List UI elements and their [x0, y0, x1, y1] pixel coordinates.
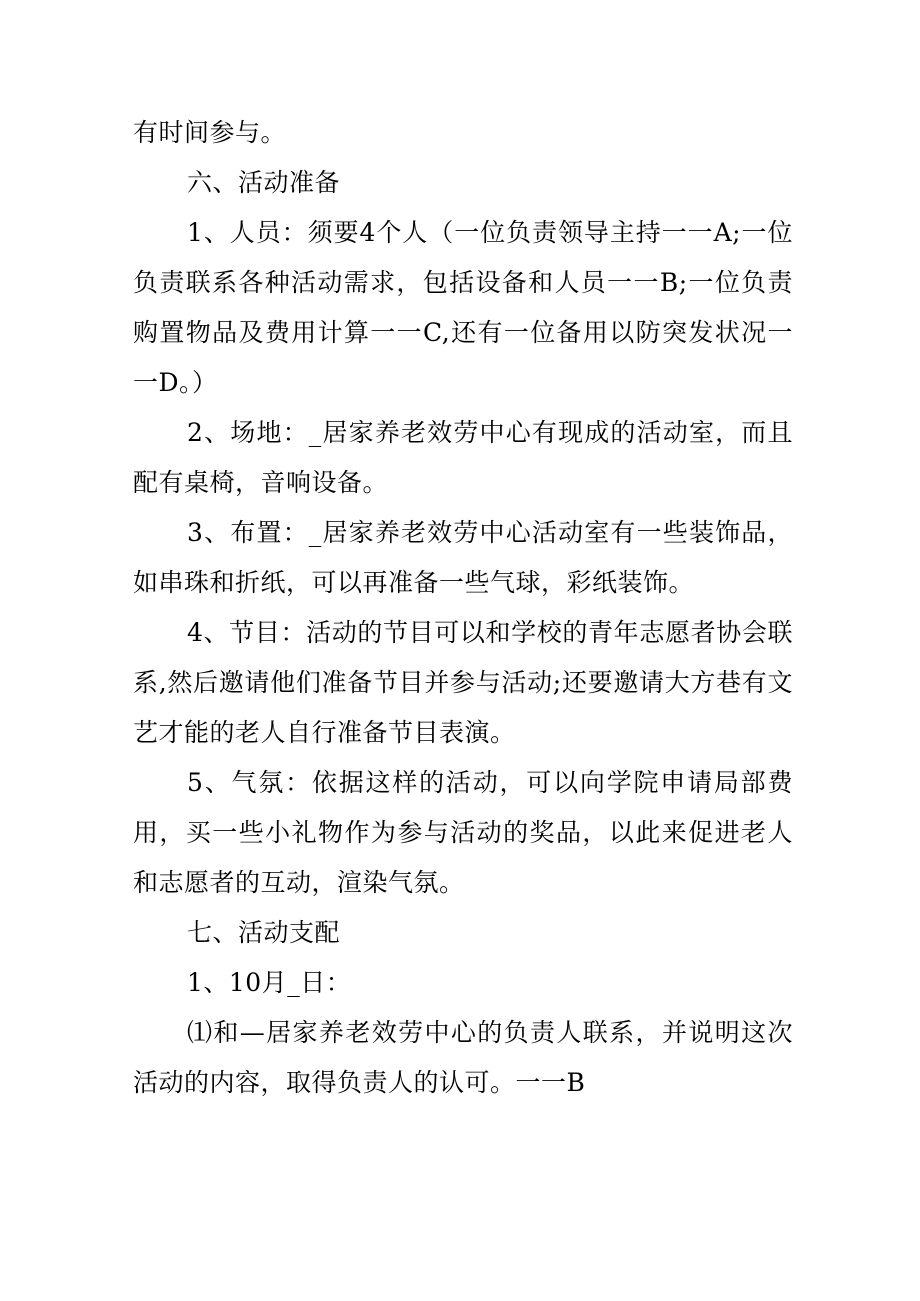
paragraph-decoration: 3、布置：_居家养老效劳中心活动室有一些装饰品，如串珠和折纸，可以再准备一些气球，彩纸装饰。 — [133, 518, 793, 597]
paragraph-date: 1、10月_日： — [187, 968, 352, 997]
paragraph-step-one: ⑴和—居家养老效劳中心的负责人联系，并说明这次活动的内容，取得负责人的认可。一一B — [133, 1018, 793, 1097]
paragraph-continuation: 有时间参与。 — [133, 118, 287, 147]
paragraph-atmosphere: 5、气氛：依据这样的活动，可以向学院申请局部费用，买一些小礼物作为参与活动的奖品，以此来促进老人和志愿者的互动，渲染气氛。 — [133, 768, 793, 897]
section-heading-preparation: 六、活动准备 — [187, 168, 341, 197]
paragraph-program: 4、节目：活动的节目可以和学校的青年志愿者协会联系,然后邀请他们准备节目并参与活动;还要邀请大方巷有文艺才能的老人自行准备节目表演。 — [133, 618, 793, 747]
paragraph-personnel: 1、人员：须要4个人（一位负责领导主持一一A;一位负责联系各种活动需求，包括设备和人员一一B;一位负责购置物品及费用计算一一C,还有一位备用以防突发状况一一D。） — [133, 218, 793, 397]
paragraph-venue: 2、场地：_居家养老效劳中心有现成的活动室，而且配有桌椅，音响设备。 — [133, 418, 793, 497]
document-body — [133, 108, 793, 1108]
section-heading-schedule: 七、活动支配 — [187, 918, 341, 947]
